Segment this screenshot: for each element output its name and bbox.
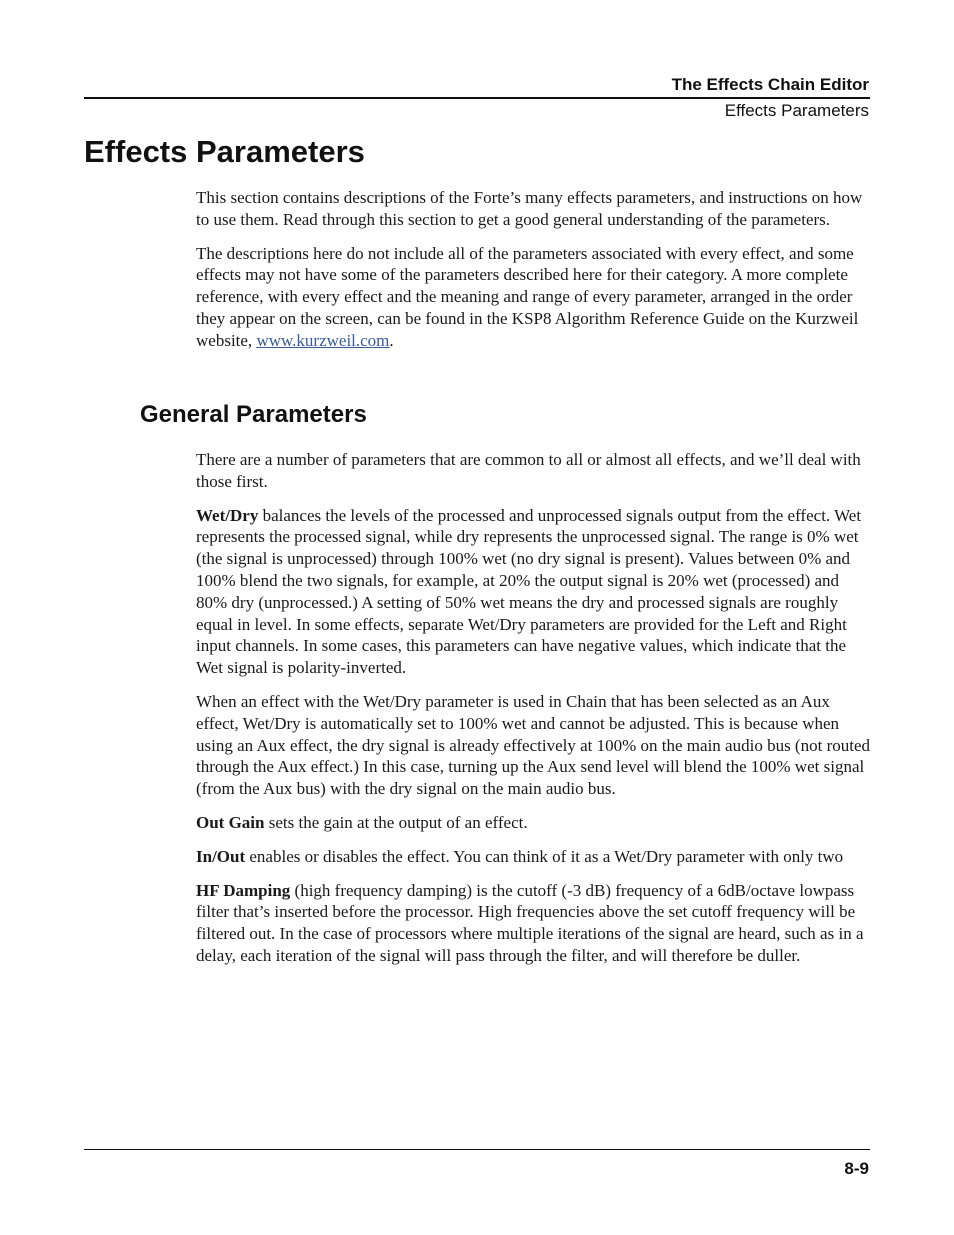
intro-section [196,187,872,364]
hf-damping-term: HF Damping [196,880,291,900]
intro-paragraph-1: This section contains descriptions of the Forte’s many effects parameters, and instructions on how to use them. Read through this section to get a good general understanding of the parameters. [196,188,863,229]
out-gain-description: sets the gain at the output of an effect. [264,812,528,832]
in-out-description: enables or disables the effect. You can think of it as a Wet/Dry parameter with only two [245,846,844,866]
intro-paragraph-2 [196,243,872,352]
intro-paragraph-2-text: The descriptions here do not include all of the parameters associated with every effect, and some effects may not have some of the parameters described here for their category. A more complete reference, with every effect and the meaning and range of every parameter, arranged in the order they appear on the screen, can be found in the KSP8 Algorithm Reference Guide on the Kurzweil website, [196,243,859,350]
intro-paragraph-2-end: . [389,330,394,350]
kurzweil-website-link[interactable]: www.kurzweil.com [256,330,390,350]
general-intro-paragraph: There are a number of parameters that are common to all or almost all effects, and we’ll deal with those first. [196,450,861,491]
aux-effect-paragraph: When an effect with the Wet/Dry parameter is used in Chain that has been selected as an Aux effect, Wet/Dry is automatically set to 100% wet and cannot be adjusted. This is because when using an Aux effect, the dry signal is already effectively at 100% on the main audio bus (not routed through the Aux effect.) In this case, turning up the Aux send level will blend the 100% wet signal (from the Aux bus) with the dry signal on the main audio bus. [196,691,870,799]
wet-dry-paragraph [196,505,872,679]
page-number: 8-9 [844,1159,869,1178]
wet-dry-description: balances the levels of the processed and unprocessed signals output from the effect. Wet represents the processed signal, while dry represents the unprocessed signal. The range is 0% wet (the signal is unprocessed) through 100% wet (no dry signal is present). Values between 0% and 100% blend the two signals, for example, at 20% the output signal is 20% wet (processed) and 80% dry (unprocessed.) A setting of 50% wet means the dry and processed signals are roughly equal in level. In some effects, separate Wet/Dry parameters are provided for the Left and Right input channels. In some cases, this parameters can have negative values, which indicate that the Wet signal is polarity-inverted. [196,505,862,678]
hf-damping-paragraph [196,880,872,967]
in-out-paragraph [196,846,872,868]
in-out-term: In/Out [196,846,246,866]
general-parameters-heading: General Parameters [140,401,367,428]
wet-dry-term: Wet/Dry [196,505,259,525]
header-rule [84,97,870,99]
out-gain-term: Out Gain [196,812,265,832]
general-parameters-section [196,449,872,979]
hf-damping-description: (high frequency damping) is the cutoff (-3 dB) frequency of a 6dB/octave lowpass filter that’s inserted before the processor. High frequencies above the set cutoff frequency will be filtered out. In the case of processors where multiple iterations of the signal are heard, such as in a delay, each iteration of the signal will pass through the filter, and will therefore be duller. [196,880,864,965]
running-section-title: Effects Parameters [724,101,869,120]
page-title: Effects Parameters [84,134,365,169]
chapter-title: The Effects Chain Editor [671,75,869,94]
footer-rule [84,1149,870,1150]
out-gain-paragraph [196,812,872,834]
